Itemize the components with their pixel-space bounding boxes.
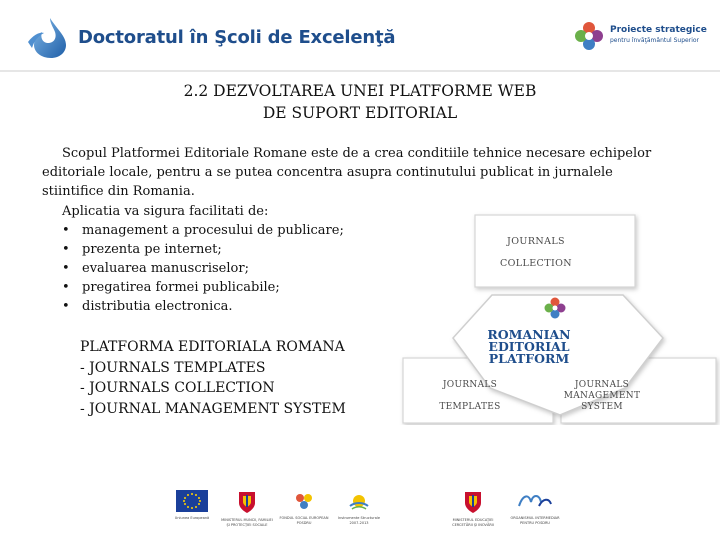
list-item [62,221,344,240]
romania-crest-logo [221,490,277,527]
logo-caption [274,516,334,525]
caption-line: MINISTERUL EDUCAŢIEI [452,518,494,522]
brand-title: Doctoratul în Şcoli de Excelenţă [78,27,396,48]
crest-icon [237,490,257,514]
facilities-list [62,221,344,316]
oi-posdru-logo [510,490,565,525]
journals-collection-box [475,215,635,287]
list-item-text: management a procesului de publicare; [82,223,344,238]
platform-item: - JOURNALS TEMPLATES [80,359,266,376]
caption-line: ORGANISMUL INTERMEDIAR [510,516,560,520]
eu-flag-icon [176,490,208,512]
platform-item: - JOURNAL MANAGEMENT SYSTEM [80,400,346,417]
caption-line: ŞI PROTECŢIEI SOCIALE [226,522,268,527]
bullet: • [62,261,70,276]
caption-line: FONDUL SOCIAL EUROPEAN [279,516,329,520]
bullet: • [62,299,70,314]
eu-logo [176,490,222,521]
list-item-text: distributia electronica. [82,299,233,314]
intro-paragraph [42,144,682,201]
platform-section [80,337,346,419]
title-line-1: 2.2 DEZVOLTAREA UNEI PLATFORME WEB [183,82,537,100]
romania-crest-logo-2 [452,490,503,527]
facilities-heading: Aplicatia va sigura facilitati de: [62,204,269,219]
caption-line: Instrumente Structurale [338,516,380,520]
list-item [62,297,344,316]
logo-caption [443,518,503,527]
caption-line: POSDRU [296,520,312,525]
list-item [62,259,344,278]
intro-line-1: Scopul Platformei Editoriale Romane este de a crea conditiile tehnice necesare echipelor [62,146,652,161]
slide-title [130,80,590,124]
platform-diagram [395,210,720,425]
label-editorial: EDITORIAL [488,339,570,354]
label-journals-templates-1: JOURNALS [442,380,498,390]
drop-logo-icon [26,14,72,60]
list-item [62,240,344,259]
bullet: • [62,223,70,238]
header [0,0,720,72]
list-item [62,278,344,297]
crest-icon [463,490,483,514]
partner-title: Proiecte strategice [610,25,707,35]
list-item-text: evaluarea manuscriselor; [82,261,249,276]
oi-posdru-icon [515,490,555,512]
intro-line-3: stiintifice din Romania. [42,184,195,199]
caption-line: MINISTERUL MUNCII, FAMILIEI [221,518,273,522]
strategic-projects-logo-icon [573,20,605,52]
label-journals-management-3: SYSTEM [581,402,623,412]
bullet: • [62,280,70,295]
bullet: • [62,242,70,257]
fse-logo [279,490,334,525]
partner-subtitle: pentru învăţământul Superior [610,37,699,44]
title-line-2: DE SUPORT EDITORIAL [262,104,458,122]
header-divider [0,70,720,72]
caption-line: CERCETĂRII ŞI INOVĂRII [452,522,494,527]
caption-line: 2007-2013 [349,520,369,525]
logo-caption [505,516,565,525]
caption-line: PENTRU POSDRU [520,520,550,525]
logo-caption [217,518,277,527]
label-journals-management-2: MANAGEMENT [563,391,641,401]
platform-heading: PLATFORMA EDITORIALA ROMANA [80,339,345,355]
facilities-section [62,202,344,316]
label-romanian: ROMANIAN [487,327,571,342]
list-item-text: prezenta pe internet; [82,242,222,257]
label-journals-collection-1: JOURNALS [507,236,565,247]
list-item-text: pregatirea formei publicabile; [82,280,280,295]
label-platform: PLATFORM [488,351,570,366]
intro-line-2: editoriale locale, pentru a se putea concentra asupra continutului publicat in jurnalele [42,165,613,180]
sun-icon [347,490,371,512]
logo-caption: Uniunea Europeană [174,516,210,520]
label-journals-templates-2: TEMPLATES [439,402,501,412]
label-journals-collection-2: COLLECTION [499,258,573,269]
label-journals-management-1: JOURNALS [574,380,630,390]
platform-item: - JOURNALS COLLECTION [80,380,275,396]
instrumente-structurale-logo [338,490,389,525]
fse-icon [293,490,315,512]
footer-logos [0,482,720,540]
partner-text [610,25,707,44]
logo-caption [329,516,389,525]
